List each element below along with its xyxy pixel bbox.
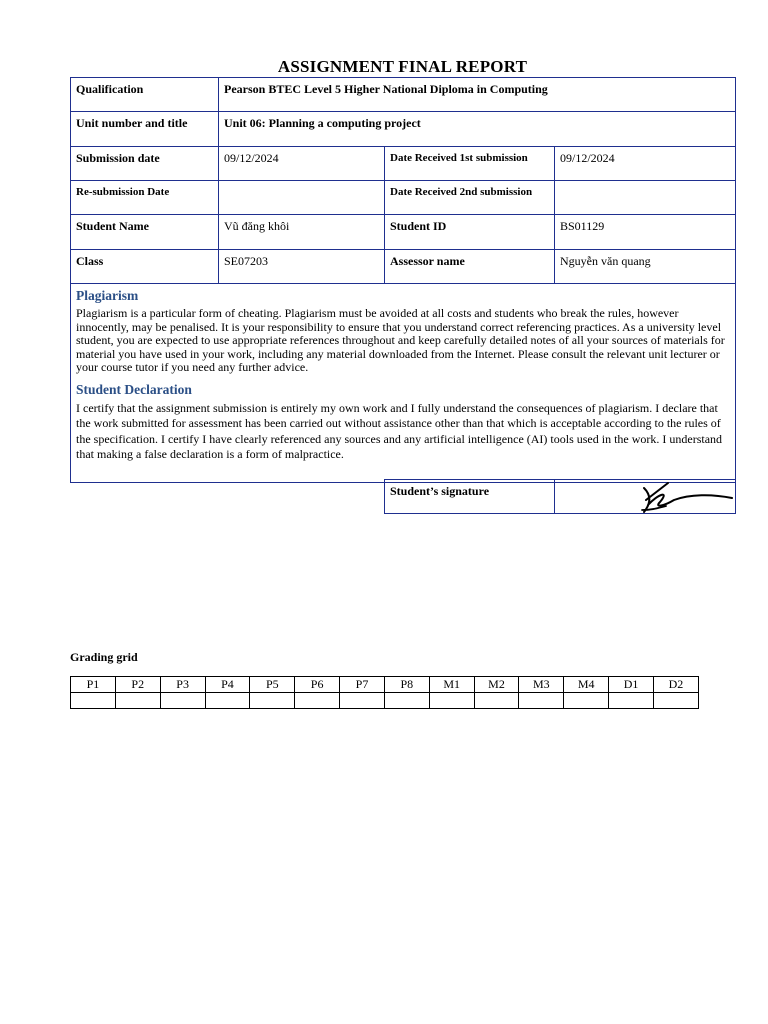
grade-criterion-m2: M2 [474,677,519,693]
grade-cell-m3 [519,693,564,709]
grade-criterion-p6: P6 [295,677,340,693]
grade-cell-p5 [250,693,295,709]
assessor-label: Assessor name [385,250,555,284]
grade-cell-p4 [205,693,250,709]
grade-criterion-p7: P7 [340,677,385,693]
handwritten-signature [640,480,736,516]
grade-criterion-p5: P5 [250,677,295,693]
grade-cell-p8 [384,693,429,709]
received-first-label: Date Received 1st submission [385,147,555,181]
grade-cell-p2 [115,693,160,709]
resubmission-date-label: Re-submission Date [71,181,219,215]
grade-criterion-p3: P3 [160,677,205,693]
grade-criterion-p1: P1 [71,677,116,693]
declaration-text: I certify that the assignment submission is entirely my own work and I fully understand the consequences of plagiarism. I declare that the work submitted for assessment has been carried out without assistance other than that which is acceptable according to the rules of the specification. I certify I have clearly referenced any sources and any artificial intelligence (AI) tools used in the work. I understand that making a false declaration is a form of malpractice. [76,400,723,461]
grade-cell-m4 [564,693,609,709]
received-first-value: 09/12/2024 [555,147,736,181]
declaration-row [71,284,736,483]
student-row [71,215,736,250]
plagiarism-heading: Plagiarism [76,288,139,303]
grade-criterion-d1: D1 [609,677,654,693]
grade-cell-d1 [609,693,654,709]
grade-cell-p6 [295,693,340,709]
class-label: Class [71,250,219,284]
plagiarism-text: Plagiarism is a particular form of cheating. Plagiarism must be avoided at all costs and students who break the rules, however innocently, may be penalised. It is your responsibility to ensure that you understand correct referencing practices. As a university level student, you are expected to use appropriate references throughout and keep carefully detailed notes of all your sources of materials for material you have used in your work, including any material downloaded from the Internet. Please consult the relevant unit lecturer or your course tutor if you need any further advice. [76,306,725,374]
grade-criterion-m1: M1 [429,677,474,693]
grade-cell-p3 [160,693,205,709]
student-id-value: BS01129 [555,215,736,250]
resubmission-row [71,181,736,215]
grade-cell-m2 [474,693,519,709]
class-row [71,250,736,284]
grade-criterion-p4: P4 [205,677,250,693]
unit-row [71,112,736,147]
grade-cell-p7 [340,693,385,709]
qualification-value: Pearson BTEC Level 5 Higher National Diploma in Computing [219,78,736,112]
grade-criterion-p2: P2 [115,677,160,693]
submission-row [71,147,736,181]
student-name-label: Student Name [71,215,219,250]
qualification-label: Qualification [71,78,219,112]
grading-grid [70,676,699,709]
resubmission-date-value [219,181,385,215]
grade-cell-p1 [71,693,116,709]
unit-value: Unit 06: Planning a computing project [219,112,736,147]
received-second-value [555,181,736,215]
unit-label: Unit number and title [71,112,219,147]
grade-cell-d2 [653,693,698,709]
student-id-label: Student ID [385,215,555,250]
assessor-value: Nguyễn văn quang [555,250,736,284]
grade-criterion-p8: P8 [384,677,429,693]
declaration-heading: Student Declaration [76,381,192,397]
info-table [70,77,736,483]
received-second-label: Date Received 2nd submission [385,181,555,215]
grade-criterion-m3: M3 [519,677,564,693]
report-title: ASSIGNMENT FINAL REPORT [277,57,528,76]
class-value: SE07203 [219,250,385,284]
grade-cell-m1 [429,693,474,709]
submission-date-value: 09/12/2024 [219,147,385,181]
grade-criterion-m4: M4 [564,677,609,693]
grading-grid-label: Grading grid [70,650,138,664]
grading-criteria-row [71,677,699,693]
qualification-row [71,78,736,112]
student-name-value: Vũ đăng khôi [219,215,385,250]
submission-date-label: Submission date [71,147,219,181]
declaration-cell [71,284,736,483]
grading-values-row [71,693,699,709]
signature-label: Student’s signature [385,480,555,514]
grade-criterion-d2: D2 [653,677,698,693]
